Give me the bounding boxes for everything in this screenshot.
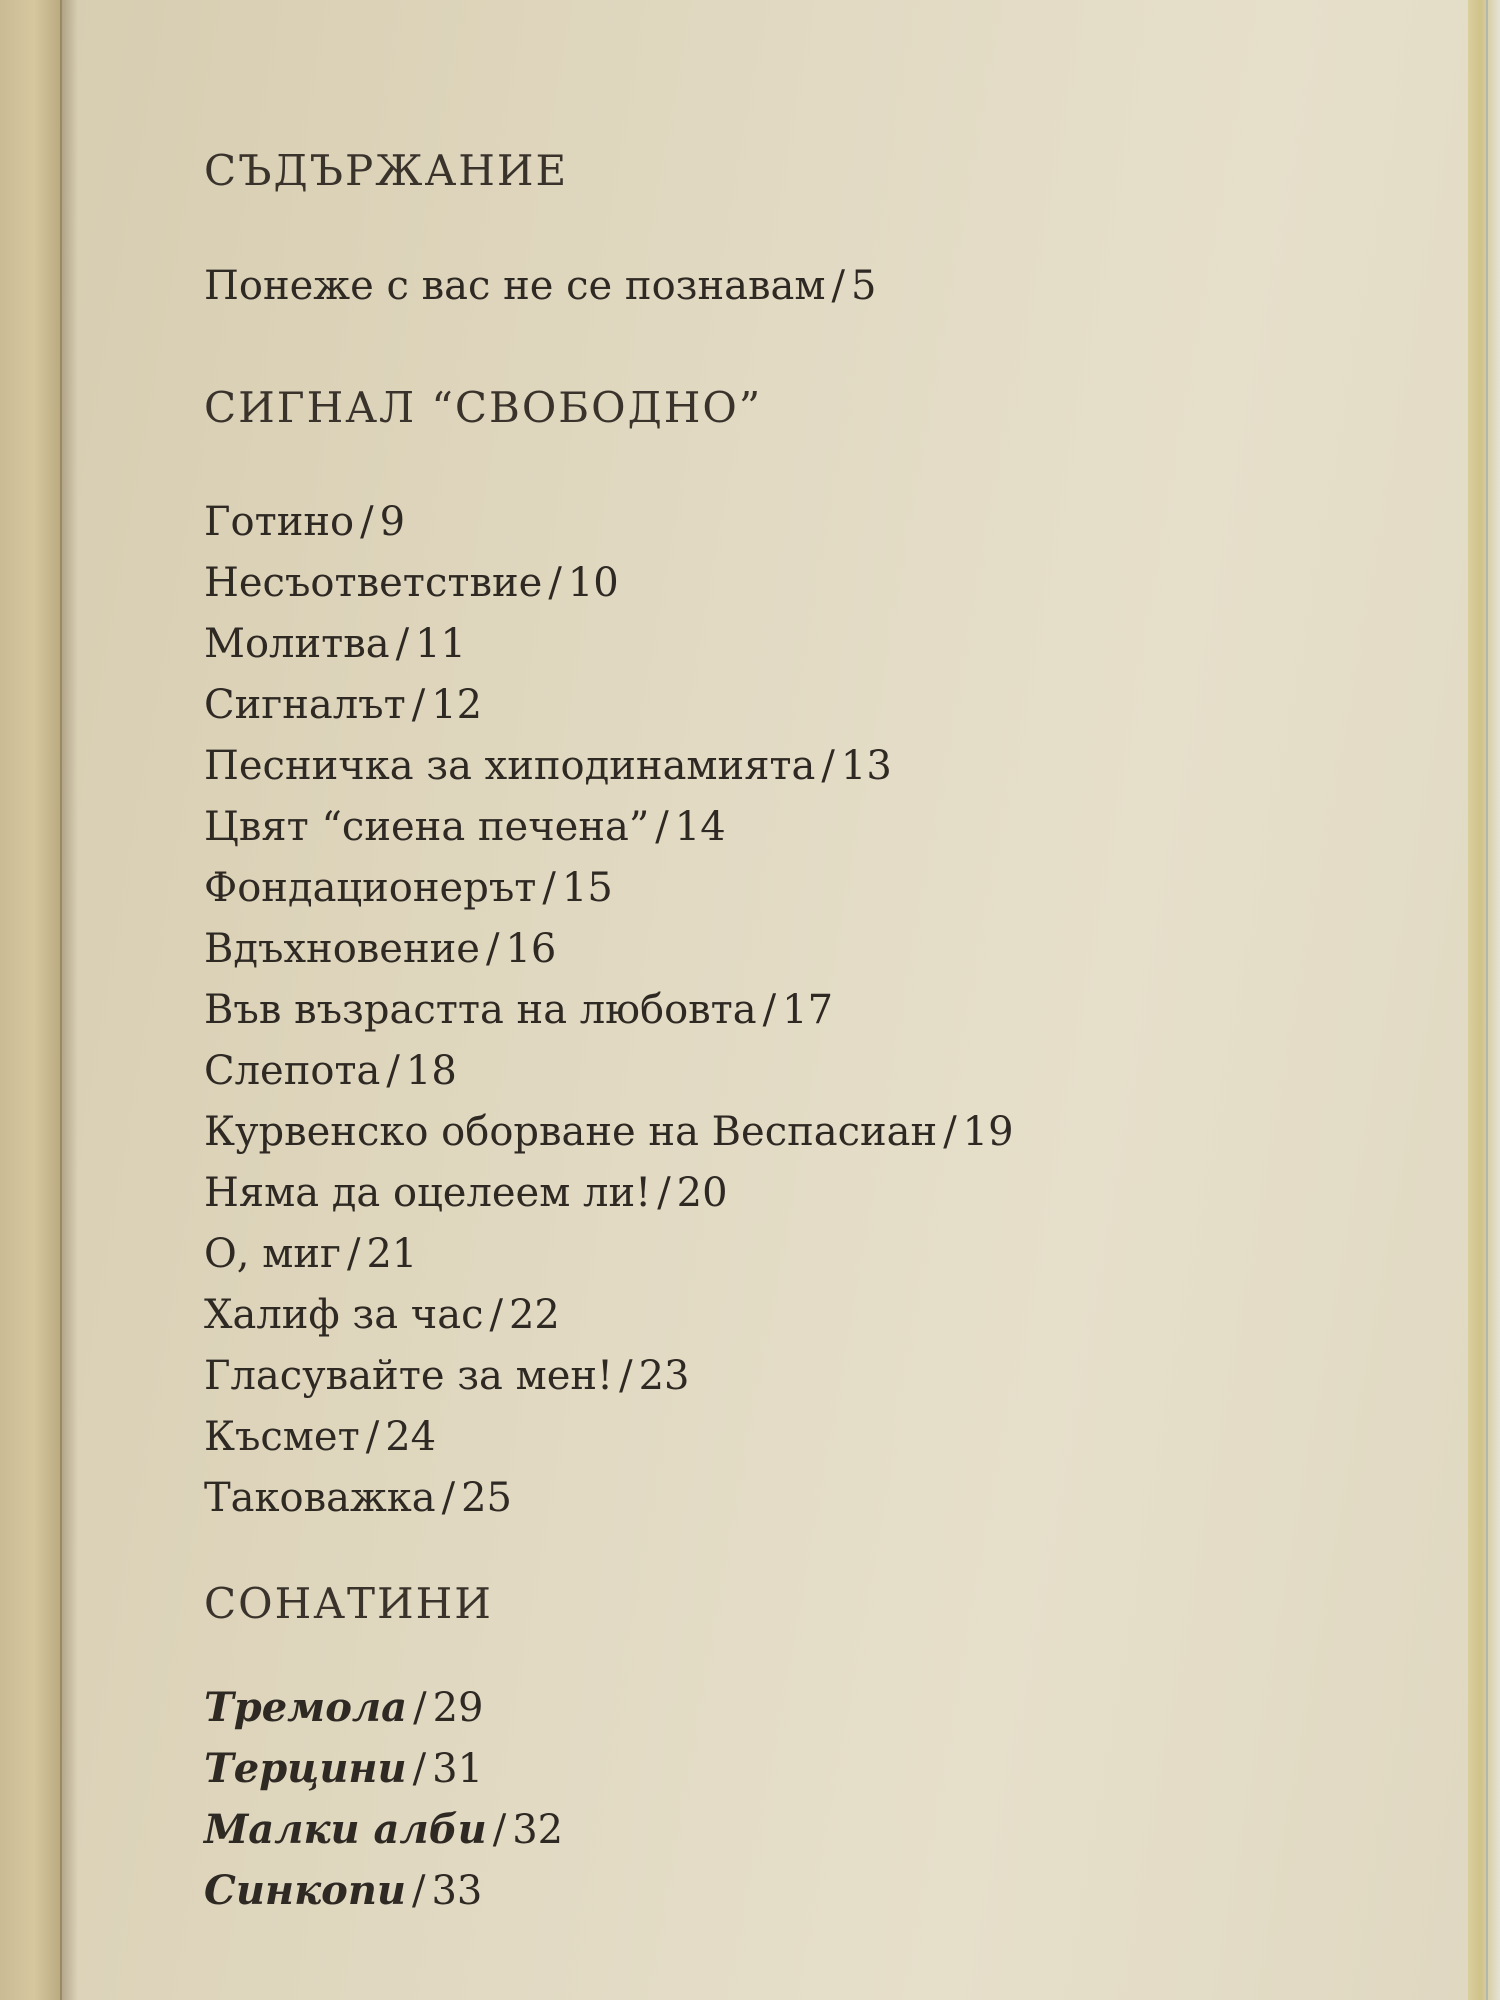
entry-separator: / bbox=[441, 1475, 456, 1521]
toc-entry bbox=[204, 1468, 1404, 1529]
entry-title: Курвенско оборване на Веспасиан bbox=[204, 1109, 938, 1155]
entry-page: 29 bbox=[432, 1685, 484, 1731]
entry-title: Готино bbox=[204, 499, 355, 545]
entry-title: Сигналът bbox=[204, 682, 406, 728]
entry-page: 25 bbox=[461, 1475, 513, 1521]
entry-page: 9 bbox=[379, 499, 406, 545]
entry-title: Гласувайте за мен! bbox=[204, 1353, 614, 1399]
entry-separator: / bbox=[831, 263, 845, 309]
entry-separator: / bbox=[762, 987, 777, 1033]
toc-entry bbox=[204, 553, 1404, 614]
entry-separator: / bbox=[413, 1685, 427, 1731]
entry-title: Понеже с вас не се познавам bbox=[204, 263, 826, 309]
entry-page: 31 bbox=[432, 1746, 484, 1792]
section-list-signal bbox=[204, 492, 1404, 1529]
toc-entry bbox=[204, 858, 1404, 919]
entry-page: 17 bbox=[782, 987, 834, 1033]
toc-entry bbox=[204, 1860, 1404, 1921]
entry-page: 13 bbox=[840, 743, 892, 789]
toc-entry bbox=[204, 1163, 1404, 1224]
entry-title: Цвят “сиена печена” bbox=[204, 804, 650, 850]
entry-title: Тремола bbox=[204, 1684, 408, 1731]
entry-page: 33 bbox=[431, 1868, 483, 1914]
entry-separator: / bbox=[943, 1109, 957, 1155]
entry-page: 11 bbox=[415, 621, 466, 667]
entry-separator: / bbox=[657, 1170, 671, 1216]
toc-entry bbox=[204, 1346, 1404, 1407]
entry-separator: / bbox=[346, 1231, 361, 1277]
page-right-edge bbox=[1468, 0, 1500, 2000]
toc-entry bbox=[204, 1041, 1404, 1102]
entry-separator: / bbox=[821, 743, 835, 789]
entry-separator: / bbox=[485, 926, 500, 972]
entry-title: Песничка за хиподинамията bbox=[204, 743, 816, 789]
entry-separator: / bbox=[412, 1868, 426, 1914]
toc-entry bbox=[204, 614, 1404, 675]
entry-title: Халиф за час bbox=[204, 1292, 484, 1338]
section-list-sonatinas bbox=[204, 1677, 1404, 1921]
entry-title: Терцини bbox=[204, 1745, 407, 1792]
toc-entry bbox=[204, 797, 1404, 858]
entry-title: Късмет bbox=[204, 1414, 360, 1460]
gutter-shadow bbox=[60, 0, 78, 2000]
entry-page: 21 bbox=[366, 1231, 418, 1277]
entry-title: Таковажка bbox=[204, 1475, 436, 1521]
entry-separator: / bbox=[492, 1807, 507, 1853]
entry-separator: / bbox=[542, 865, 556, 911]
entry-title: Несъответствие bbox=[204, 560, 543, 606]
entry-separator: / bbox=[360, 499, 374, 545]
entry-title: Във възрастта на любовта bbox=[204, 987, 757, 1033]
toc-entry bbox=[204, 1799, 1404, 1860]
section-heading-signal: СИГНАЛ “СВОБОДНО” bbox=[204, 383, 763, 432]
entry-page: 22 bbox=[508, 1292, 560, 1338]
entry-page: 15 bbox=[561, 865, 613, 911]
entry-title: О, миг bbox=[204, 1231, 341, 1277]
entry-title: Няма да оцелеем ли! bbox=[204, 1170, 652, 1216]
entry-page: 24 bbox=[385, 1414, 437, 1460]
toc-entry bbox=[204, 675, 1404, 736]
entry-page: 19 bbox=[962, 1109, 1014, 1155]
facing-page-edge bbox=[0, 0, 62, 2000]
entry-page: 12 bbox=[431, 682, 483, 728]
toc-entry bbox=[204, 736, 1404, 797]
entry-page: 14 bbox=[674, 804, 726, 850]
section-heading-sonatinas: СОНАТИНИ bbox=[204, 1579, 493, 1628]
toc-entry bbox=[204, 1677, 1404, 1738]
toc-entry bbox=[204, 1102, 1404, 1163]
entry-title: Малки алби bbox=[204, 1806, 487, 1853]
toc-entry bbox=[204, 1407, 1404, 1468]
entry-separator: / bbox=[386, 1048, 400, 1094]
toc-entry bbox=[204, 492, 1404, 553]
entry-title: Фондационерът bbox=[204, 865, 537, 911]
entry-page: 5 bbox=[850, 263, 877, 309]
entry-separator: / bbox=[395, 621, 410, 667]
entry-separator: / bbox=[365, 1414, 380, 1460]
entry-title: Синкопи bbox=[204, 1867, 406, 1914]
entry-title: Вдъхновение bbox=[204, 926, 480, 972]
contents-title: СЪДЪРЖАНИЕ bbox=[204, 146, 569, 195]
entry-separator: / bbox=[489, 1292, 503, 1338]
entry-separator: / bbox=[411, 682, 426, 728]
entry-title: Слепота bbox=[204, 1048, 381, 1094]
entry-page: 32 bbox=[512, 1807, 564, 1853]
table-of-contents bbox=[204, 146, 1404, 1921]
entry-separator: / bbox=[548, 560, 562, 606]
toc-entry-intro bbox=[204, 256, 1404, 317]
entry-page: 16 bbox=[505, 926, 557, 972]
entry-page: 10 bbox=[567, 560, 619, 606]
entry-page: 18 bbox=[405, 1048, 457, 1094]
toc-entry bbox=[204, 919, 1404, 980]
toc-entry bbox=[204, 1224, 1404, 1285]
entry-separator: / bbox=[655, 804, 669, 850]
toc-entry bbox=[204, 1738, 1404, 1799]
toc-entry bbox=[204, 980, 1404, 1041]
entry-page: 23 bbox=[638, 1353, 690, 1399]
entry-separator: / bbox=[412, 1746, 427, 1792]
entry-title: Молитва bbox=[204, 621, 390, 667]
entry-page: 20 bbox=[676, 1170, 728, 1216]
toc-entry bbox=[204, 1285, 1404, 1346]
entry-separator: / bbox=[619, 1353, 633, 1399]
